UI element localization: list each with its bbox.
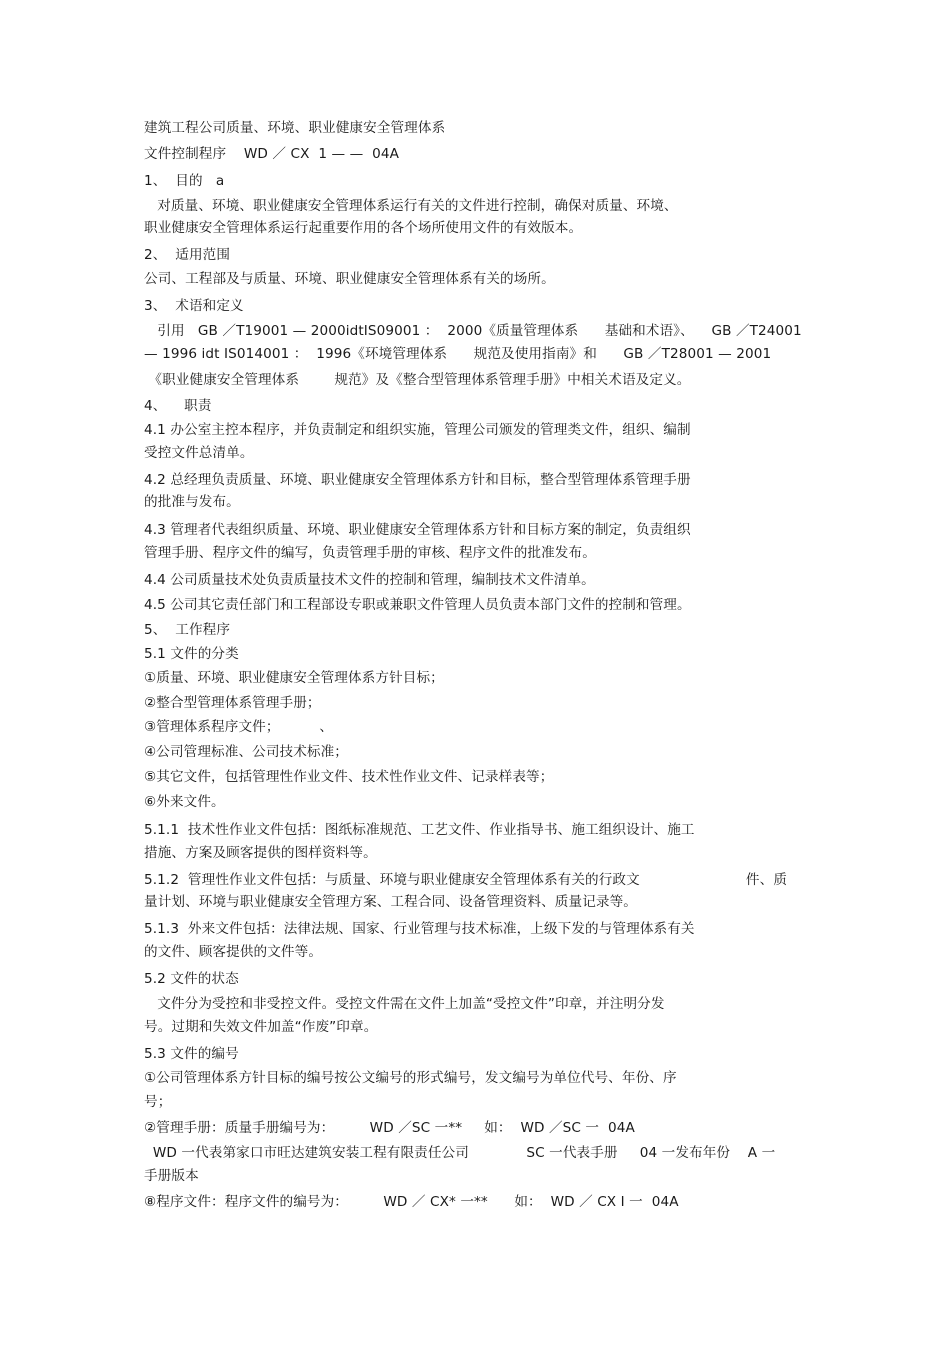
paragraph-line: 引用 GB ／T19001 — 2000idtIS09001 ： 2000《质量管理体系 基础和术语》、 GB ／T24001	[144, 323, 802, 339]
paragraph-line: 《职业健康安全管理体系 规范》及《整合型管理体系管理手册》中相关术语及定义。	[144, 372, 691, 388]
section-heading: 1、 目的 a	[144, 173, 225, 189]
subsection-heading: 5.1 文件的分类	[144, 646, 239, 662]
section-heading: 5、 工作程序	[144, 622, 231, 638]
subsection-heading: 5.3 文件的编号	[144, 1046, 239, 1062]
paragraph-line: 的文件、顾客提供的文件等。	[144, 944, 323, 960]
list-item: ②整合型管理体系管理手册；	[144, 695, 321, 711]
paragraph-line: 职业健康安全管理体系运行起重要作用的各个场所使用文件的有效版本。	[144, 220, 583, 236]
list-item: 号；	[144, 1094, 172, 1110]
paragraph-line: 量计划、环境与职业健康安全管理方案、工程合同、设备管理资料、质量记录等。	[144, 894, 637, 910]
paragraph-line: 5.1.3 外来文件包括：法律法规、国家、行业管理与技术标准，上级下发的与管理体系有关	[144, 921, 695, 937]
list-item: ③管理体系程序文件； 、	[144, 719, 334, 735]
doc-title: 建筑工程公司质量、环境、职业健康安全管理体系	[144, 120, 446, 136]
paragraph-line: 5.1.1 技术性作业文件包括：图纸标准规范、工艺文件、作业指导书、施工组织设计、施工	[144, 822, 695, 838]
paragraph-line: 5.1.2 管理性作业文件包括：与质量、环境与职业健康安全管理体系有关的行政文 件、质	[144, 872, 788, 888]
list-item: ⑤其它文件，包括管理性作业文件、技术性作业文件、记录样表等；	[144, 769, 554, 785]
paragraph-line: 措施、方案及顾客提供的图样资料等。	[144, 845, 377, 861]
doc-subtitle: 文件控制程序 WD ／ CX 1 — — 04A	[144, 146, 400, 162]
paragraph-line: 号。过期和失效文件加盖“作废”印章。	[144, 1019, 378, 1035]
section-heading: 3、 术语和定义	[144, 298, 244, 314]
paragraph-line: 的批准与发布。	[144, 494, 240, 510]
section-heading: 4、 职责	[144, 398, 212, 414]
paragraph-line: 公司、工程部及与质量、环境、职业健康安全管理体系有关的场所。	[144, 271, 555, 287]
paragraph-line: WD 一代表第家口市旺达建筑安装工程有限责任公司 SC 一代表手册 04 一发布年份 A 一	[144, 1145, 776, 1161]
paragraph-line: 文件分为受控和非受控文件。受控文件需在文件上加盖“受控文件”印章，并注明分发	[144, 996, 665, 1012]
list-item: ②管理手册：质量手册编号为： WD ／SC 一** 如： WD ／SC 一 04A	[144, 1120, 635, 1136]
paragraph-line: 4.2 总经理负责质量、环境、职业健康安全管理体系方针和目标，整合型管理体系管理手册	[144, 472, 691, 488]
list-item: ④公司管理标准、公司技术标准；	[144, 744, 348, 760]
paragraph-line: 4.4 公司质量技术处负责质量技术文件的控制和管理，编制技术文件清单。	[144, 572, 595, 588]
list-item: ⑧程序文件：程序文件的编号为： WD ／ CX* 一** 如： WD ／ CX I 一 04A	[144, 1194, 679, 1210]
list-item: ①质量、环境、职业健康安全管理体系方针目标；	[144, 670, 444, 686]
list-item: ①公司管理体系方针目标的编号按公文编号的形式编号，发文编号为单位代号、年份、序	[144, 1070, 677, 1086]
list-item: ⑥外来文件。	[144, 794, 225, 810]
paragraph-line: 4.1 办公室主控本程序，并负责制定和组织实施，管理公司颁发的管理类文件，组织、编制	[144, 422, 691, 438]
paragraph-line: 受控文件总清单。	[144, 445, 254, 461]
paragraph-line: 手册版本	[144, 1168, 199, 1184]
paragraph-line: 4.5 公司其它责任部门和工程部设专职或兼职文件管理人员负责本部门文件的控制和管理。	[144, 597, 691, 613]
section-heading: 2、 适用范围	[144, 247, 231, 263]
paragraph-line: 4.3 管理者代表组织质量、环境、职业健康安全管理体系方针和目标方案的制定，负责组织	[144, 522, 691, 538]
subsection-heading: 5.2 文件的状态	[144, 971, 239, 987]
paragraph-line: — 1996 idt IS014001 ： 1996《环境管理体系 规范及使用指南》和 GB ／T28001 — 2001	[144, 346, 772, 362]
paragraph-line: 对质量、环境、职业健康安全管理体系运行有关的文件进行控制，确保对质量、环境、	[144, 198, 678, 214]
paragraph-line: 管理手册、程序文件的编写，负责管理手册的审核、程序文件的批准发布。	[144, 545, 596, 561]
